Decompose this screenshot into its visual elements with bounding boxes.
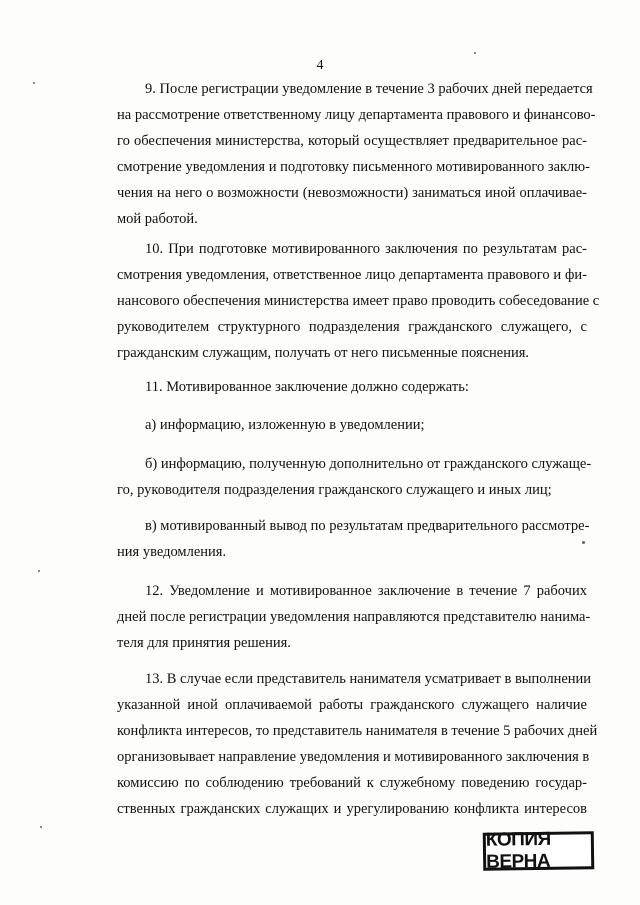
text-line: ственных гражданских служащих и урегулированию конфликта интересов bbox=[117, 801, 587, 817]
text-line: конфликта интересов, то представитель нанимателя в течение 5 рабочих дней bbox=[117, 723, 598, 739]
text-line: в) мотивированный вывод по результатам предварительного рассмотре- bbox=[145, 518, 590, 534]
paragraph-11a bbox=[117, 412, 587, 438]
scan-speck bbox=[33, 82, 35, 84]
paragraph-10 bbox=[117, 236, 600, 366]
paragraph-9 bbox=[117, 76, 596, 232]
text-line: 10. При подготовке мотивированного заключения по результатам рас- bbox=[145, 241, 587, 257]
text-line: 13. В случае если представитель нанимателя усматривает в выполнении bbox=[145, 671, 592, 687]
text-line: организовывает направление уведомления и мотивированного заключения в bbox=[117, 749, 590, 765]
text-line: а) информацию, изложенную в уведомлении; bbox=[145, 417, 425, 433]
text-line: дней после регистрации уведомления направляются представителю нанима- bbox=[117, 609, 591, 625]
scan-speck bbox=[474, 52, 476, 54]
certified-copy-stamp: КОПИЯ ВЕРНА bbox=[483, 831, 595, 871]
scan-speck bbox=[40, 826, 42, 828]
text-line: 9. После регистрации уведомление в течение 3 рабочих дней передается bbox=[145, 81, 593, 97]
scan-speck bbox=[582, 541, 585, 544]
text-line: комиссию по соблюдению требований к служебному поведению государ- bbox=[117, 775, 587, 791]
text-line: гражданским служащим, получать от него письменные пояснения. bbox=[117, 345, 530, 361]
text-line: 12. Уведомление и мотивированное заключение в течение 7 рабочих bbox=[145, 583, 587, 599]
text-line: го обеспечения министерства, который осуществляет предварительное рас- bbox=[117, 133, 587, 149]
text-line: руководителем структурного подразделения гражданского служащего, с bbox=[117, 319, 587, 335]
text-line: мой работой. bbox=[117, 211, 198, 227]
text-line: указанной иной оплачиваемой работы гражданского служащего наличие bbox=[117, 697, 587, 713]
text-line: ния уведомления. bbox=[117, 544, 227, 560]
text-line: 11. Мотивированное заключение должно содержать: bbox=[145, 379, 469, 395]
paragraph-12 bbox=[117, 578, 591, 656]
text-line: чения на него о возможности (невозможности) заниматься иной оплачивае- bbox=[117, 185, 587, 201]
paragraph-11 bbox=[117, 374, 587, 400]
text-line: на рассмотрение ответственному лицу департамента правового и финансово- bbox=[117, 107, 596, 123]
paragraph-13 bbox=[117, 666, 598, 822]
scan-speck bbox=[38, 570, 40, 572]
text-line: смотрения уведомления, ответственное лицо департамента правового и фи- bbox=[117, 267, 587, 283]
text-line: теля для принятия решения. bbox=[117, 635, 291, 651]
text-line: нансового обеспечения министерства имеет право проводить собеседование с bbox=[117, 293, 600, 309]
text-line: б) информацию, полученную дополнительно от гражданского служаще- bbox=[145, 456, 592, 472]
text-line: го, руководителя подразделения гражданского служащего и иных лиц; bbox=[117, 482, 552, 498]
paragraph-11c bbox=[117, 513, 590, 565]
paragraph-11b bbox=[117, 451, 592, 503]
text-line: смотрение уведомления и подготовку письменного мотивированного заклю- bbox=[117, 159, 590, 175]
page-number: 4 bbox=[316, 58, 324, 73]
